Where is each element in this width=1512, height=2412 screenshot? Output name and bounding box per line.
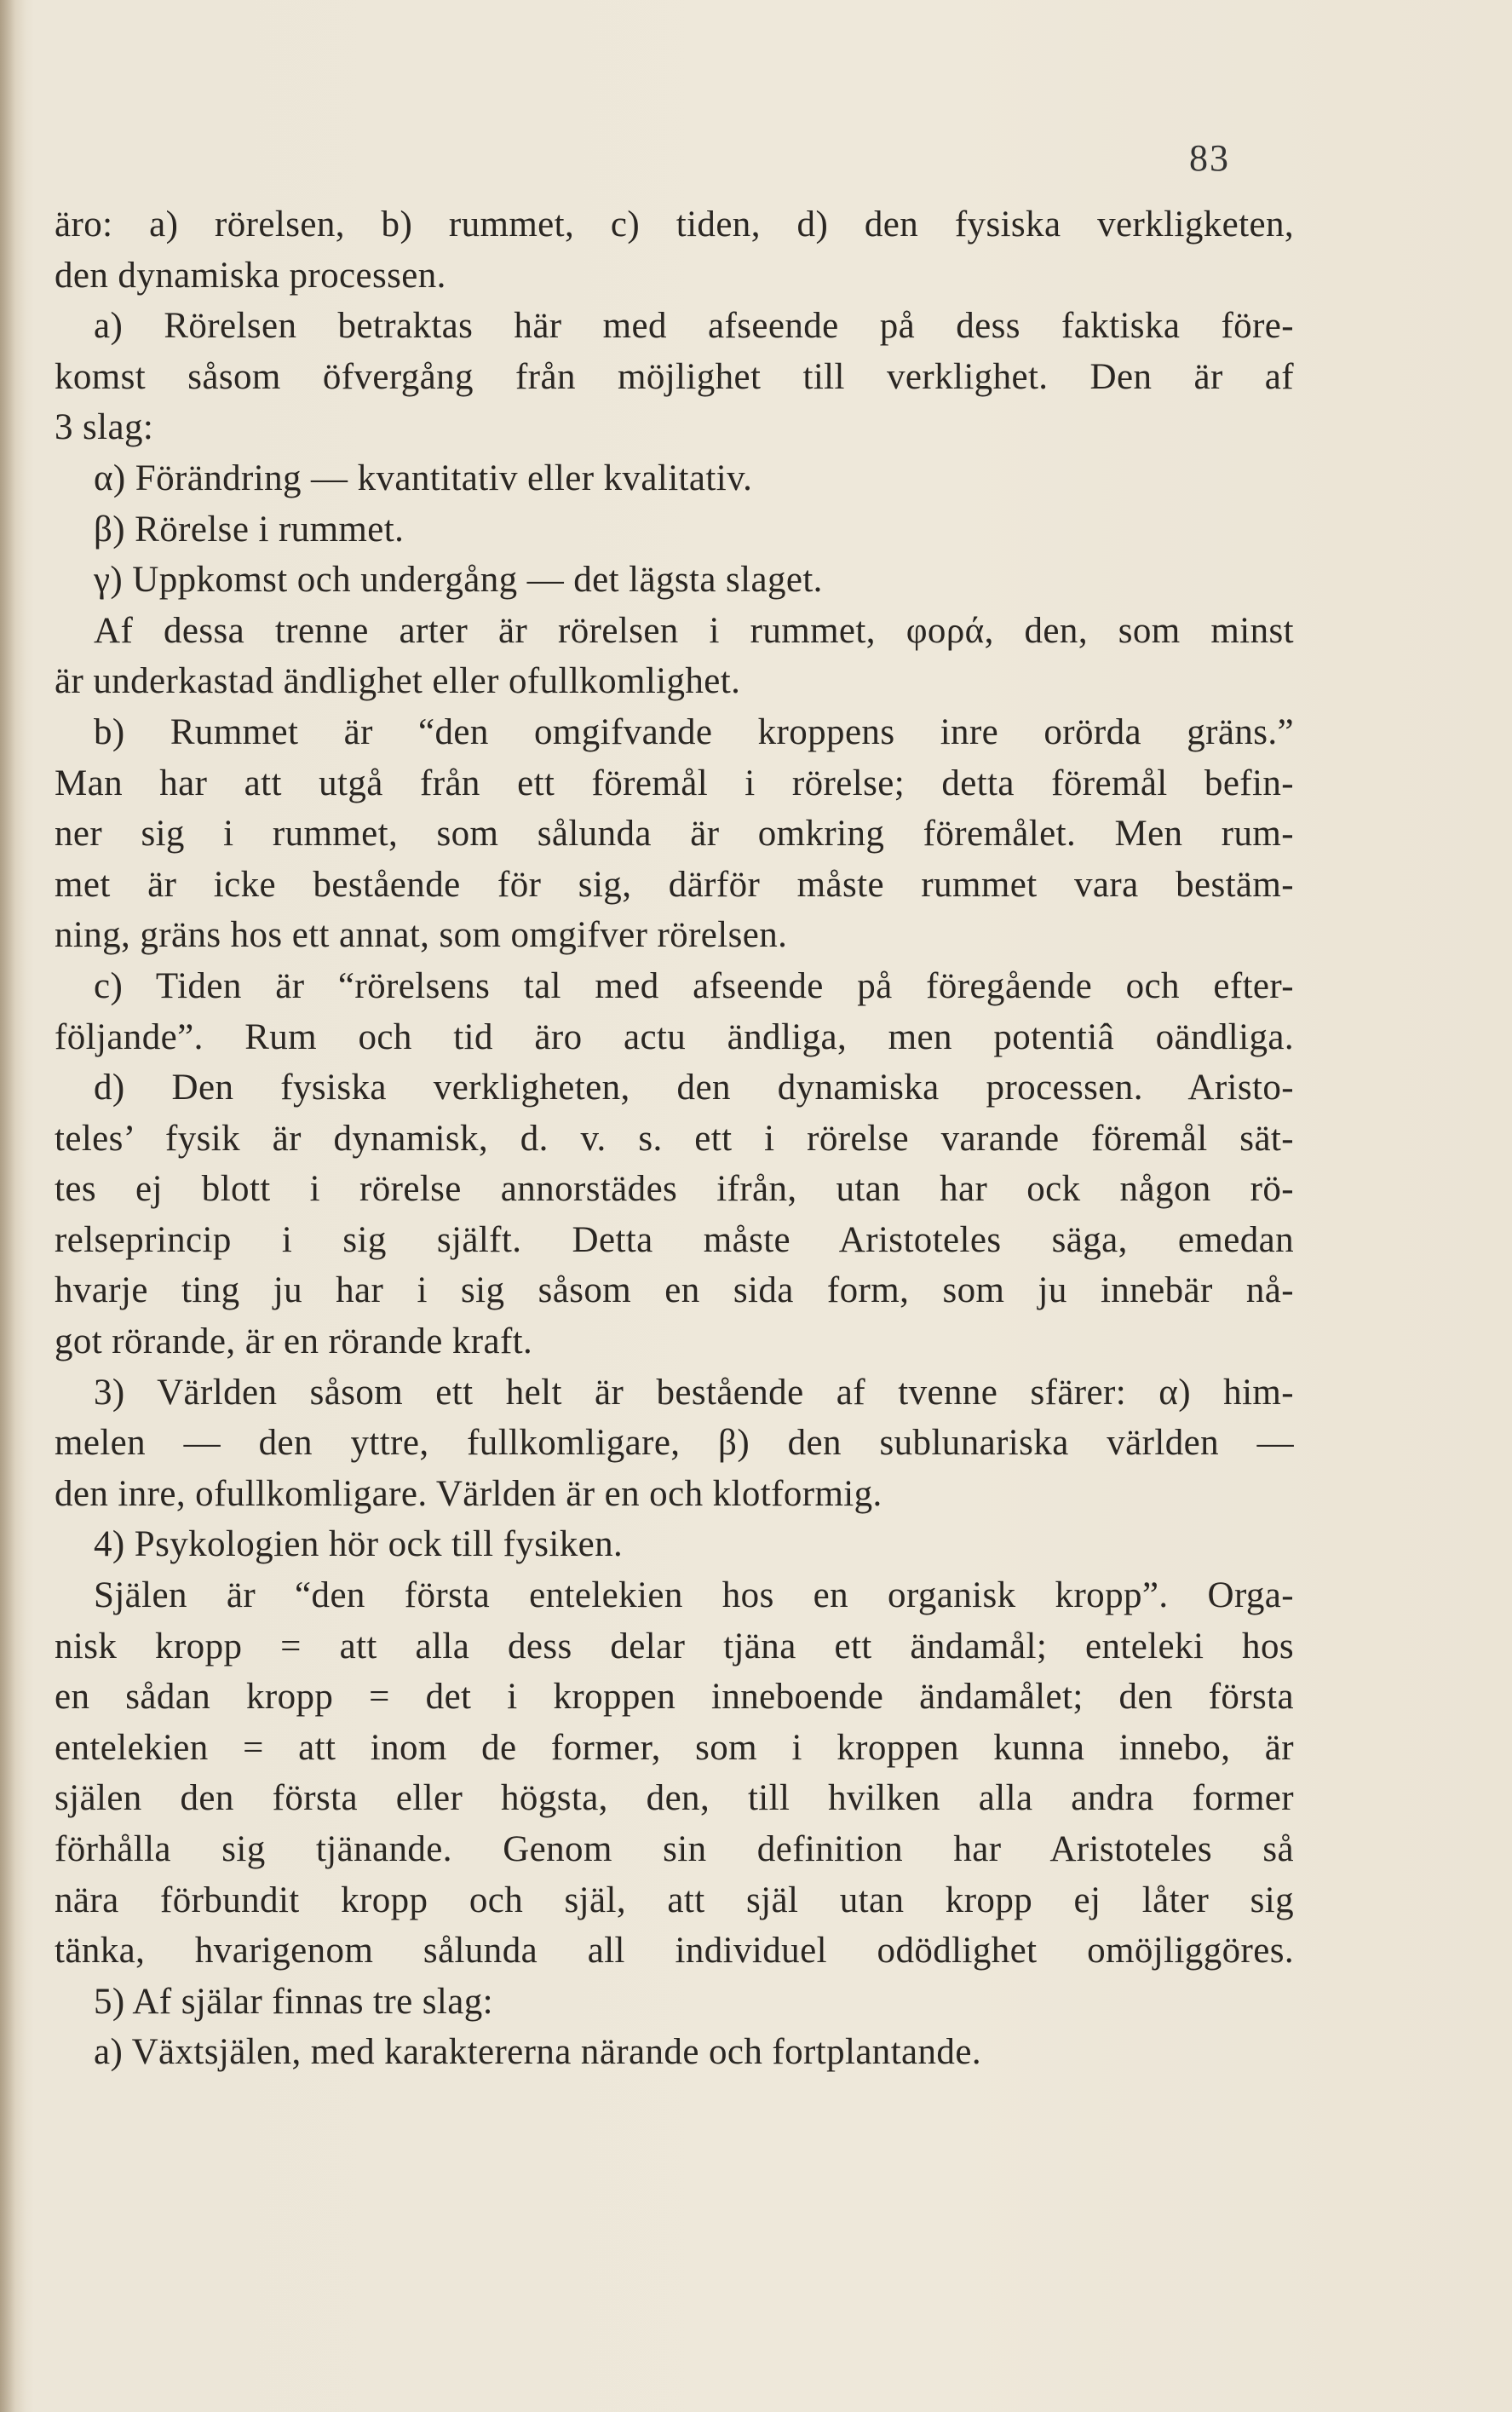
- text-line: d) Den fysiska verkligheten, den dynamiska processen. Aristo-: [94, 1068, 1294, 1108]
- text-line: ning, gräns hos ett annat, som omgifver rörelsen.: [55, 915, 788, 956]
- text-line: teles’ fysik är dynamisk, d. v. s. ett i rörelse varande föremål sät-: [55, 1118, 1294, 1159]
- text-line: tes ej blott i rörelse annorstädes ifrån, utan har ock någon rö-: [55, 1169, 1294, 1210]
- text-line: c) Tiden är “rörelsens tal med afseende på föregående och efter-: [94, 965, 1294, 1006]
- text-line: äro: a) rörelsen, b) rummet, c) tiden, d) den fysiska verkligketen,: [55, 204, 1294, 245]
- text-line: en sådan kropp = det i kroppen inneboende ändamålet; den första: [55, 1677, 1294, 1718]
- text-line: α) Förändring — kvantitativ eller kvalitativ.: [94, 458, 753, 498]
- text-line: 3 slag:: [55, 407, 154, 448]
- text-line: β) Rörelse i rummet.: [94, 509, 405, 550]
- text-line: b) Rummet är “den omgifvande kroppens inre orörda gräns.”: [94, 711, 1294, 752]
- text-line: tänka, hvarigenom sålunda all individuel odödlighet omöjliggöres.: [55, 1931, 1294, 1972]
- text-line: 5) Af själar finnas tre slag:: [94, 1981, 493, 2022]
- text-line: Af dessa trenne arter är rörelsen i rummet, φορά, den, som minst: [94, 610, 1294, 651]
- text-line: komst såsom öfvergång från möjlighet till verklighet. Den är af: [55, 356, 1294, 397]
- text-line: γ) Uppkomst och undergång — det lägsta slaget.: [94, 560, 823, 601]
- text-line: 3) Världen såsom ett helt är bestående af tvenne sfärer: α) him-: [94, 1372, 1294, 1413]
- text-line: Man har att utgå från ett föremål i rörelse; detta föremål befin-: [55, 763, 1294, 803]
- text-line: got rörande, är en rörande kraft.: [55, 1321, 533, 1362]
- text-line: 4) Psykologien hör ock till fysiken.: [94, 1524, 624, 1565]
- text-line: själen den första eller högsta, den, till hvilken alla andra former: [55, 1778, 1294, 1819]
- text-line: a) Rörelsen betraktas här med afseende på dess faktiska före-: [94, 306, 1294, 347]
- text-line: a) Växtsjälen, med karaktererna närande och fortplantande.: [94, 2032, 981, 2073]
- text-line: förhålla sig tjänande. Genom sin definition har Aristoteles så: [55, 1829, 1294, 1869]
- text-line: hvarje ting ju har i sig såsom en sida form, som ju innebär nå-: [55, 1270, 1294, 1311]
- text-line: met är icke bestående för sig, därför måste rummet vara bestäm-: [55, 864, 1294, 905]
- page-spine-shadow: [0, 0, 26, 2412]
- page-number: 83: [1189, 137, 1230, 179]
- text-line: relseprincip i sig själft. Detta måste Aristoteles säga, emedan: [55, 1219, 1294, 1260]
- text-line: nisk kropp = att alla dess delar tjäna ett ändamål; enteleki hos: [55, 1626, 1294, 1667]
- text-line: följande”. Rum och tid äro actu ändliga, men potentiâ oändliga.: [55, 1016, 1294, 1057]
- text-line: är underkastad ändlighet eller ofullkomlighet.: [55, 661, 741, 702]
- text-line: Själen är “den första entelekien hos en organisk kropp”. Orga-: [94, 1575, 1294, 1616]
- text-line: entelekien = att inom de former, som i kroppen kunna innebo, är: [55, 1727, 1294, 1768]
- text-line: melen — den yttre, fullkomligare, β) den sublunariska världen —: [55, 1423, 1294, 1464]
- page-body-text: [55, 199, 1294, 2078]
- text-line: den inre, ofullkomligare. Världen är en och klotformig.: [55, 1473, 882, 1514]
- text-line: ner sig i rummet, som sålunda är omkring föremålet. Men rum-: [55, 814, 1294, 855]
- text-line: nära förbundit kropp och själ, att själ utan kropp ej låter sig: [55, 1880, 1294, 1920]
- text-line: den dynamiska processen.: [55, 255, 446, 296]
